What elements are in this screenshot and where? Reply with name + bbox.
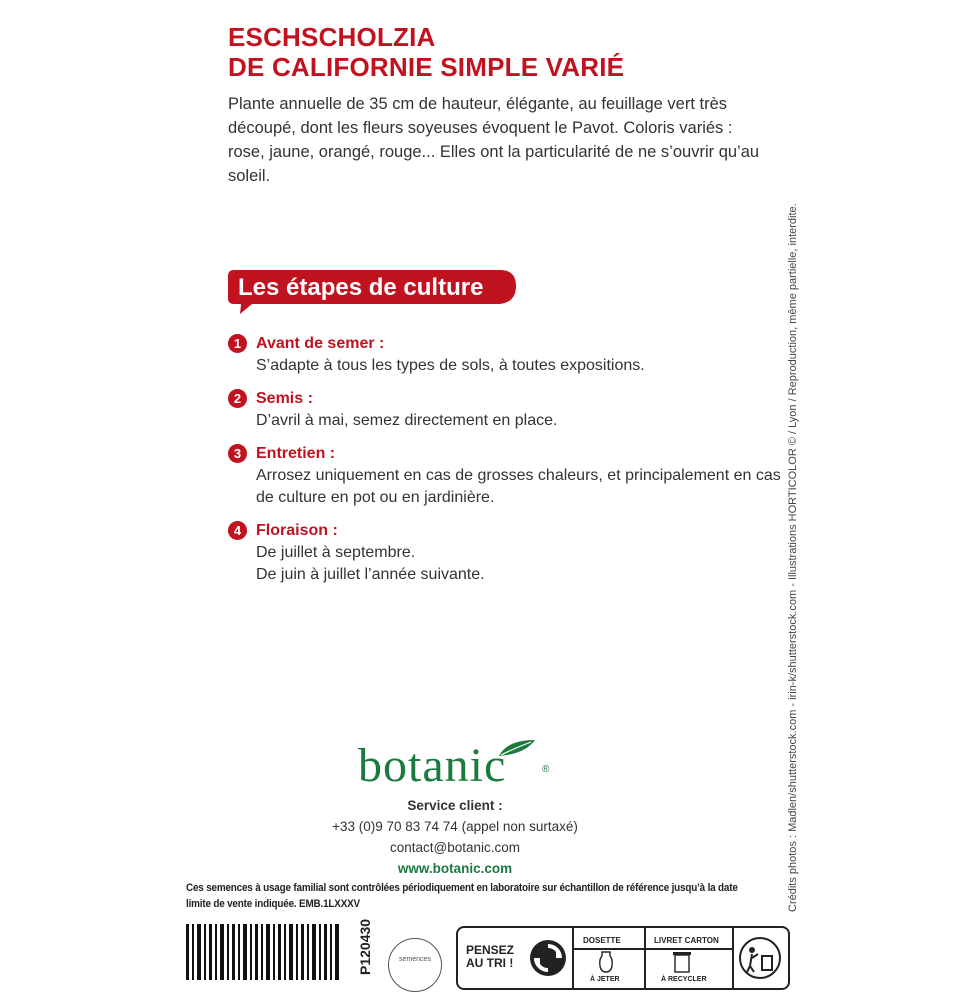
recycle-arrows-icon: [528, 938, 568, 978]
photo-credits: Crédits photos : Madlen/shutterstock.com - irin-k/shutterstock.com - Illustrations HORTICOLOR © / Lyon / Reproduction, même partielle, interdite.: [787, 203, 799, 912]
product-title-line2: DE CALIFORNIE SIMPLE VARIÉ: [228, 52, 625, 82]
barcode: [186, 924, 346, 980]
divider: [732, 928, 734, 988]
step-heading: Entretien :: [256, 445, 336, 462]
seed-quality-seal-icon: [388, 938, 442, 992]
step-number-badge: 1: [228, 334, 247, 353]
product-code: P120430: [357, 918, 373, 975]
product-title: [228, 22, 624, 82]
seed-notice: Ces semences à usage familial sont contrôlées périodiquement en laboratoire sur échantillon de référence jusqu’à la date limite de vente indiquée. EMB.1LXXXV: [186, 882, 738, 910]
step-text: De juillet à septembre.: [256, 544, 416, 561]
botanic-logo: [358, 738, 558, 794]
customer-service: [300, 795, 610, 879]
step-heading: Avant de semer :: [256, 335, 385, 352]
pod-icon: [597, 950, 615, 974]
section-badge: [228, 268, 516, 308]
step-4: [228, 520, 788, 586]
step-number-badge: 3: [228, 444, 247, 463]
service-phone: +33 (0)9 70 83 74 74 (appel non surtaxé): [332, 819, 578, 834]
step-3: [228, 443, 788, 509]
step-number-badge: 2: [228, 389, 247, 408]
recycling-info-box: [456, 926, 790, 990]
step-text: De juin à juillet l’année suivante.: [256, 566, 485, 583]
livret-label: LIVRET CARTON: [654, 936, 719, 945]
step-heading: Semis :: [256, 390, 313, 407]
step-text: S’adapte à tous les types de sols, à toutes expositions.: [256, 357, 645, 374]
step-2: [228, 388, 788, 432]
brand-name: botanic: [358, 739, 507, 792]
section-title: Les étapes de culture: [238, 274, 484, 301]
product-title-line1: ESCHSCHOLZIA: [228, 22, 436, 52]
step-heading: Floraison :: [256, 522, 338, 539]
service-title: Service client :: [407, 798, 503, 813]
service-website: www.botanic.com: [397, 861, 513, 876]
leaf-icon: [497, 738, 537, 758]
jeter-label: À JETER: [590, 976, 620, 983]
divider: [644, 928, 646, 988]
bin-icon: [672, 950, 692, 974]
step-number-badge: 4: [228, 521, 247, 540]
seal-label: semences: [399, 956, 431, 963]
triman-icon: [738, 936, 782, 980]
culture-steps: [228, 333, 788, 597]
registered-icon: ®: [542, 764, 550, 775]
step-text: Arrosez uniquement en cas de grosses chaleurs, et principalement en cas de culture en pot ou en jardinière.: [256, 467, 781, 506]
product-description: Plante annuelle de 35 cm de hauteur, élégante, au feuillage vert très découpé, dont les fleurs soyeuses évoquent le Pavot. Coloris variés : rose, jaune, orangé, rouge... Elles ont la particularité de ne s’ouvrir qu’au soleil.: [228, 95, 760, 185]
step-1: [228, 333, 788, 377]
divider: [572, 928, 574, 988]
step-text: D’avril à mai, semez directement en place.: [256, 412, 558, 429]
recycler-label: À RECYCLER: [661, 976, 707, 983]
dosette-label: DOSETTE: [583, 936, 621, 945]
service-email: contact@botanic.com: [389, 840, 521, 855]
recycling-pensez-label: PENSEZ AU TRI !: [466, 943, 515, 970]
divider: [572, 948, 732, 950]
